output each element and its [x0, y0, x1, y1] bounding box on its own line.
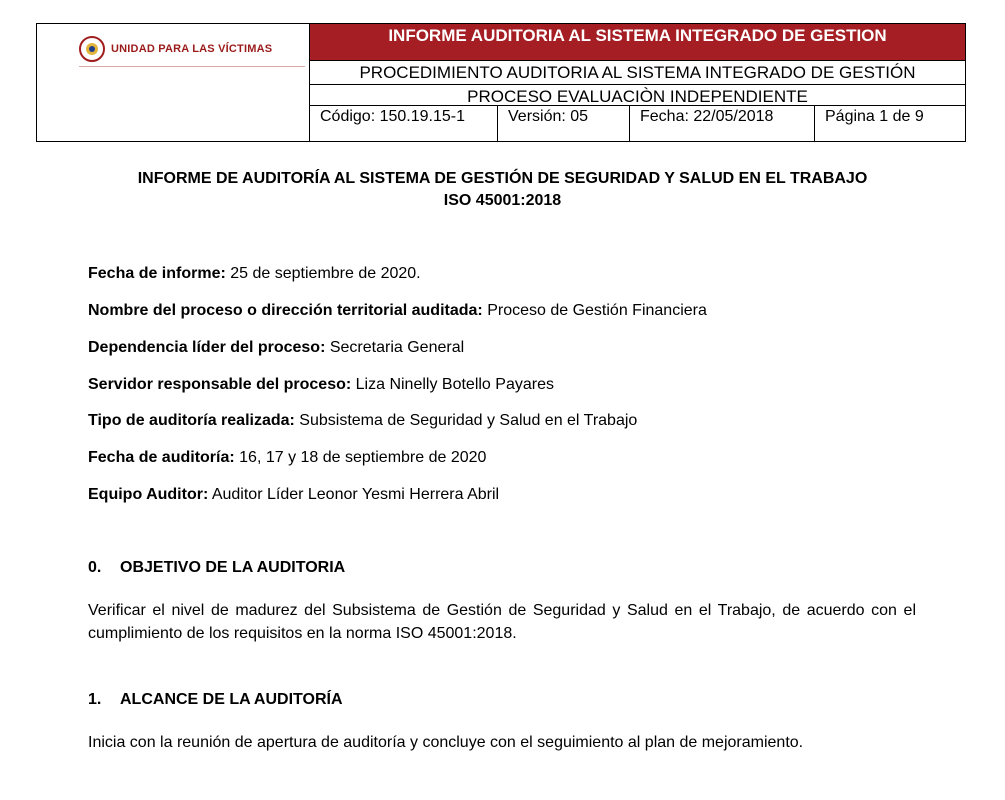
field-label: Equipo Auditor:: [88, 486, 209, 503]
section-scope-text: Inicia con la reunión de apertura de auditoría y concluye con el seguimiento al plan de mejoramiento.: [88, 734, 804, 751]
section-objective-heading: [88, 558, 345, 578]
field-label: Fecha de auditoría:: [88, 449, 235, 466]
field-value: Auditor Líder Leonor Yesmi Herrera Abril: [208, 486, 500, 503]
header-process: PROCESO EVALUACIÒN INDEPENDIENTE: [310, 85, 965, 106]
field-audit-team: [88, 485, 499, 505]
header-version: Versión: 05: [498, 106, 630, 141]
field-label: Tipo de auditoría realizada:: [88, 412, 295, 429]
section-number: 1.: [88, 691, 102, 708]
field-label: Servidor responsable del proceso:: [88, 376, 352, 393]
field-label: Fecha de informe:: [88, 265, 226, 282]
document-header-table: [36, 23, 966, 142]
field-responsible-servant: [88, 375, 554, 395]
field-audit-date: [88, 448, 486, 468]
coat-of-arms-icon: [79, 36, 105, 62]
header-date: Fecha: 22/05/2018: [630, 106, 815, 141]
document-title-line-1: INFORME DE AUDITORÍA AL SISTEMA DE GESTIÓN DE SEGURIDAD Y SALUD EN EL TRABAJO: [137, 170, 868, 187]
section-objective-text: Verificar el nivel de madurez del Subsistema de Gestión de Seguridad y Salud en el Trabajo, de acuerdo con el cumplimiento de los requisitos en la norma ISO 45001:2018.: [88, 602, 916, 642]
section-heading-text: ALCANCE DE LA AUDITORÍA: [120, 691, 343, 708]
field-value: Liza Ninelly Botello Payares: [351, 376, 554, 393]
section-scope-heading: [88, 690, 343, 710]
logo-text: UNIDAD PARA LAS VÍCTIMAS: [111, 43, 273, 55]
header-procedure: PROCEDIMIENTO AUDITORIA AL SISTEMA INTEGRADO DE GESTIÓN: [310, 61, 965, 85]
field-lead-dependency: [88, 338, 464, 358]
section-heading-text: OBJETIVO DE LA AUDITORIA: [120, 559, 346, 576]
section-number: 0.: [88, 559, 102, 576]
field-audit-type: [88, 411, 637, 431]
field-report-date: [88, 264, 421, 284]
field-value: Secretaria General: [325, 339, 465, 356]
header-meta-row: [310, 106, 965, 141]
header-code: Código: 150.19.15-1: [310, 106, 498, 141]
field-label: Nombre del proceso o dirección territorial auditada:: [88, 302, 483, 319]
document-title: [60, 168, 945, 212]
field-audited-process: [88, 301, 707, 321]
header-page: Página 1 de 9: [825, 108, 924, 125]
field-value: 16, 17 y 18 de septiembre de 2020: [234, 449, 487, 466]
field-value: 25 de septiembre de 2020.: [225, 265, 421, 282]
header-title: INFORME AUDITORIA AL SISTEMA INTEGRADO DE GESTION: [310, 24, 965, 61]
field-label: Dependencia líder del proceso:: [88, 339, 326, 356]
logo-cell: [37, 24, 310, 141]
field-value: Subsistema de Seguridad y Salud en el Trabajo: [294, 412, 638, 429]
organization-logo: [79, 36, 272, 62]
document-title-line-2: ISO 45001:2018: [443, 192, 562, 209]
field-value: Proceso de Gestión Financiera: [482, 302, 707, 319]
logo-underline: [79, 66, 305, 67]
